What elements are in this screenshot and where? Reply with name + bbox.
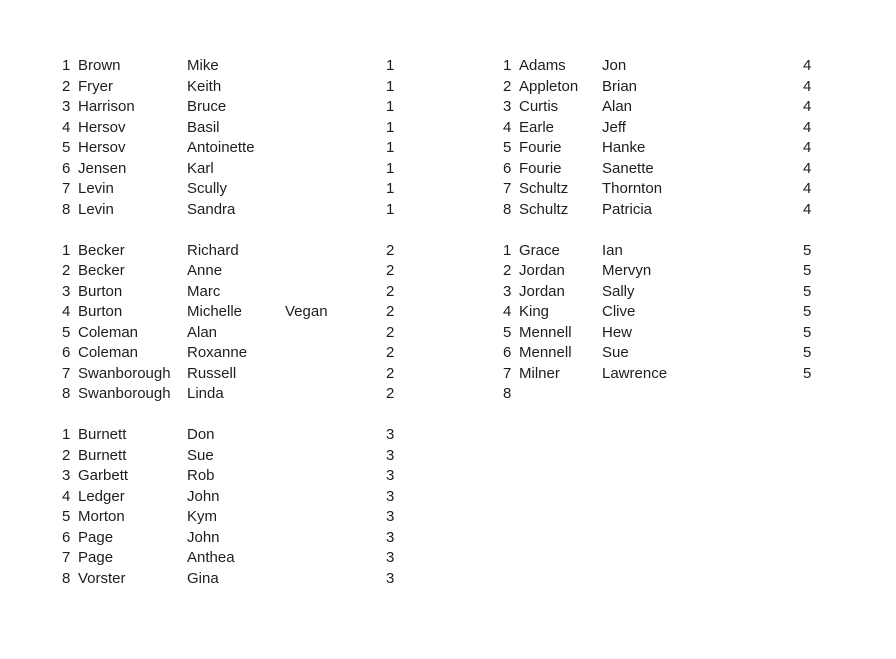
table-number: 2	[386, 344, 395, 361]
table-row	[503, 179, 823, 200]
guest-first-name: Roxanne	[187, 344, 248, 361]
table-number: 1	[386, 200, 395, 218]
table-row	[503, 384, 823, 405]
guest-surname: Milner	[519, 364, 560, 382]
table-row	[503, 97, 823, 118]
guest-surname: Morton	[78, 508, 125, 525]
table-number: 1	[386, 159, 395, 177]
seat-number: 7	[503, 364, 512, 382]
guest-first-name: Russell	[187, 364, 237, 382]
guest-surname: Jordan	[519, 282, 565, 300]
guest-first-name: Scully	[187, 180, 228, 197]
seat-number: 8	[503, 200, 512, 218]
guest-first-name: Mike	[187, 57, 219, 74]
seating-column-left	[62, 56, 402, 610]
guest-note: Vegan	[285, 303, 328, 320]
table-row	[62, 569, 402, 590]
table-row	[62, 118, 402, 139]
seat-number: 1	[503, 241, 512, 259]
seat-number: 3	[62, 98, 71, 115]
table-number: 5	[803, 262, 812, 279]
guest-first-name: Sandra	[187, 200, 236, 218]
table-row	[62, 487, 402, 508]
seat-number: 6	[503, 344, 512, 361]
guest-surname: Fourie	[519, 139, 562, 156]
guest-surname: Hersov	[78, 118, 126, 136]
guest-first-name: Jon	[602, 57, 627, 74]
table-row	[62, 138, 402, 159]
table-row	[62, 425, 402, 446]
guest-first-name: Alan	[602, 98, 633, 115]
table-number: 2	[386, 262, 395, 279]
table-number: 3	[386, 508, 395, 525]
seating-column-right	[503, 56, 823, 425]
table-row	[503, 282, 823, 303]
table-number: 4	[803, 200, 812, 218]
guest-first-name: Sue	[602, 344, 629, 361]
table-number: 2	[386, 385, 395, 402]
seat-number: 2	[503, 77, 512, 95]
table-number: 3	[386, 528, 395, 546]
guest-first-name: Marc	[187, 282, 221, 300]
table-number: 3	[386, 426, 395, 443]
guest-surname: Mennell	[519, 344, 572, 361]
guest-surname: Vorster	[78, 569, 126, 587]
table-number: 3	[386, 467, 395, 484]
table-row	[503, 159, 823, 180]
seat-number: 5	[503, 139, 512, 156]
table-number: 5	[803, 364, 812, 382]
seat-number: 8	[62, 200, 71, 218]
table-row	[503, 77, 823, 98]
guest-surname: Appleton	[519, 77, 579, 95]
table-row	[62, 282, 402, 303]
guest-first-name: Basil	[187, 118, 220, 136]
guest-surname: Jensen	[78, 159, 127, 177]
seat-number: 7	[62, 364, 71, 382]
guest-first-name: Bruce	[187, 98, 227, 115]
guest-first-name: Hanke	[602, 139, 646, 156]
table-number: 5	[803, 323, 812, 341]
seat-number: 7	[62, 549, 71, 566]
table-number: 2	[386, 364, 395, 382]
table-row	[62, 241, 402, 262]
guest-surname: Adams	[519, 57, 566, 74]
guest-surname: Curtis	[519, 98, 559, 115]
seat-number: 5	[62, 508, 71, 525]
guest-first-name: Alan	[187, 323, 218, 341]
table-row	[503, 56, 823, 77]
seat-number: 6	[62, 344, 71, 361]
guest-surname: Schultz	[519, 200, 569, 218]
table-row	[62, 261, 402, 282]
guest-surname: Mennell	[519, 323, 572, 341]
table-group-5	[503, 241, 823, 405]
seat-number: 2	[503, 262, 512, 279]
table-row	[503, 364, 823, 385]
guest-first-name: Anthea	[187, 549, 235, 566]
table-number: 4	[803, 57, 812, 74]
guest-surname: Page	[78, 549, 114, 566]
guest-first-name: Sanette	[602, 159, 654, 177]
seat-number: 2	[62, 262, 71, 279]
table-row	[62, 323, 402, 344]
table-row	[62, 77, 402, 98]
guest-first-name: Sue	[187, 446, 214, 464]
table-row	[62, 200, 402, 221]
guest-surname: Burnett	[78, 446, 127, 464]
guest-surname: Brown	[78, 57, 121, 74]
table-row	[62, 97, 402, 118]
table-row	[62, 548, 402, 569]
guest-first-name: Mervyn	[602, 262, 652, 279]
table-number: 3	[386, 487, 395, 505]
guest-first-name: Anne	[187, 262, 223, 279]
guest-surname: Earle	[519, 118, 555, 136]
seat-number: 1	[503, 57, 512, 74]
table-number: 1	[386, 77, 395, 95]
seat-number: 4	[503, 303, 512, 320]
guest-surname: Swanborough	[78, 364, 171, 382]
guest-first-name: Hew	[602, 323, 633, 341]
table-row	[503, 302, 823, 323]
guest-surname: Becker	[78, 262, 125, 279]
table-number: 5	[803, 344, 812, 361]
seat-number: 1	[62, 57, 71, 74]
table-row	[62, 466, 402, 487]
guest-first-name: Linda	[187, 385, 224, 402]
table-number: 2	[386, 323, 395, 341]
table-row	[62, 179, 402, 200]
table-number: 2	[386, 303, 395, 320]
table-row	[62, 507, 402, 528]
seat-number: 3	[503, 282, 512, 300]
guest-first-name: Clive	[602, 303, 636, 320]
table-number: 1	[386, 139, 395, 156]
table-row	[62, 384, 402, 405]
table-row	[503, 118, 823, 139]
table-row	[62, 364, 402, 385]
table-number: 3	[386, 569, 395, 587]
guest-surname: Burton	[78, 303, 123, 320]
table-row	[503, 241, 823, 262]
guest-surname: Levin	[78, 180, 114, 197]
seat-number: 2	[62, 77, 71, 95]
guest-surname: Schultz	[519, 180, 569, 197]
table-number: 3	[386, 446, 395, 464]
guest-first-name: John	[187, 487, 220, 505]
seat-number: 7	[62, 180, 71, 197]
guest-first-name: Richard	[187, 241, 239, 259]
guest-surname: Becker	[78, 241, 125, 259]
table-number: 2	[386, 282, 395, 300]
guest-first-name: Kym	[187, 508, 217, 525]
seat-number: 5	[62, 139, 71, 156]
table-number: 5	[803, 303, 812, 320]
seat-number: 7	[503, 180, 512, 197]
table-number: 1	[386, 98, 395, 115]
table-number: 5	[803, 241, 812, 259]
guest-surname: Page	[78, 528, 114, 546]
guest-surname: Ledger	[78, 487, 125, 505]
table-number: 4	[803, 98, 812, 115]
seat-number: 3	[62, 467, 71, 484]
guest-first-name: Thornton	[602, 180, 663, 197]
table-number: 5	[803, 282, 812, 300]
table-row	[503, 200, 823, 221]
guest-first-name: Ian	[602, 241, 623, 259]
guest-surname: Hersov	[78, 139, 126, 156]
seat-number: 8	[62, 569, 71, 587]
table-row	[62, 302, 402, 323]
table-number: 4	[803, 77, 812, 95]
seat-number: 2	[62, 446, 71, 464]
table-row	[503, 261, 823, 282]
table-row	[62, 446, 402, 467]
guest-surname: Fourie	[519, 159, 562, 177]
table-number: 1	[386, 57, 395, 74]
table-row	[62, 159, 402, 180]
guest-surname: Levin	[78, 200, 114, 218]
guest-first-name: Sally	[602, 282, 635, 300]
table-group-2	[62, 241, 402, 405]
guest-first-name: Antoinette	[187, 139, 255, 156]
guest-first-name: Karl	[187, 159, 214, 177]
table-number: 4	[803, 159, 812, 177]
guest-first-name: Brian	[602, 77, 638, 95]
guest-first-name: Gina	[187, 569, 219, 587]
seat-number: 4	[503, 118, 512, 136]
table-row	[62, 56, 402, 77]
seat-number: 8	[62, 385, 71, 402]
guest-surname: Garbett	[78, 467, 129, 484]
guest-surname: Fryer	[78, 77, 113, 95]
seat-number: 5	[503, 323, 512, 341]
guest-surname: Swanborough	[78, 385, 171, 402]
guest-first-name: Don	[187, 426, 215, 443]
table-group-4	[503, 56, 823, 220]
table-number: 4	[803, 118, 812, 136]
guest-surname: Coleman	[78, 323, 139, 341]
guest-surname: Jordan	[519, 262, 565, 279]
guest-first-name: Lawrence	[602, 364, 668, 382]
seat-number: 6	[62, 159, 71, 177]
table-number: 3	[386, 549, 395, 566]
seat-number: 6	[503, 159, 512, 177]
seat-number: 4	[62, 303, 71, 320]
seat-number: 3	[62, 282, 71, 300]
table-row	[503, 343, 823, 364]
table-number: 1	[386, 180, 395, 197]
guest-surname: Grace	[519, 241, 560, 259]
seat-number: 4	[62, 118, 71, 136]
seat-number: 4	[62, 487, 71, 505]
guest-first-name: John	[187, 528, 220, 546]
seat-number: 1	[62, 426, 71, 443]
seat-number: 1	[62, 241, 71, 259]
guest-surname: King	[519, 303, 550, 320]
guest-surname: Coleman	[78, 344, 139, 361]
seat-number: 6	[62, 528, 71, 546]
seat-number: 8	[503, 385, 512, 402]
seat-number: 3	[503, 98, 512, 115]
guest-first-name: Jeff	[602, 118, 626, 136]
table-number: 2	[386, 241, 395, 259]
guest-first-name: Patricia	[602, 200, 653, 218]
guest-first-name: Rob	[187, 467, 215, 484]
table-row	[62, 528, 402, 549]
guest-first-name: Michelle	[187, 303, 243, 320]
guest-surname: Burton	[78, 282, 123, 300]
guest-surname: Burnett	[78, 426, 127, 443]
table-group-3	[62, 425, 402, 589]
guest-surname: Harrison	[78, 98, 135, 115]
table-number: 1	[386, 118, 395, 136]
table-row	[503, 138, 823, 159]
seat-number: 5	[62, 323, 71, 341]
table-row	[503, 323, 823, 344]
table-number: 4	[803, 139, 812, 156]
table-group-1	[62, 56, 402, 220]
table-row	[62, 343, 402, 364]
table-number: 4	[803, 180, 812, 197]
guest-first-name: Keith	[187, 77, 222, 95]
